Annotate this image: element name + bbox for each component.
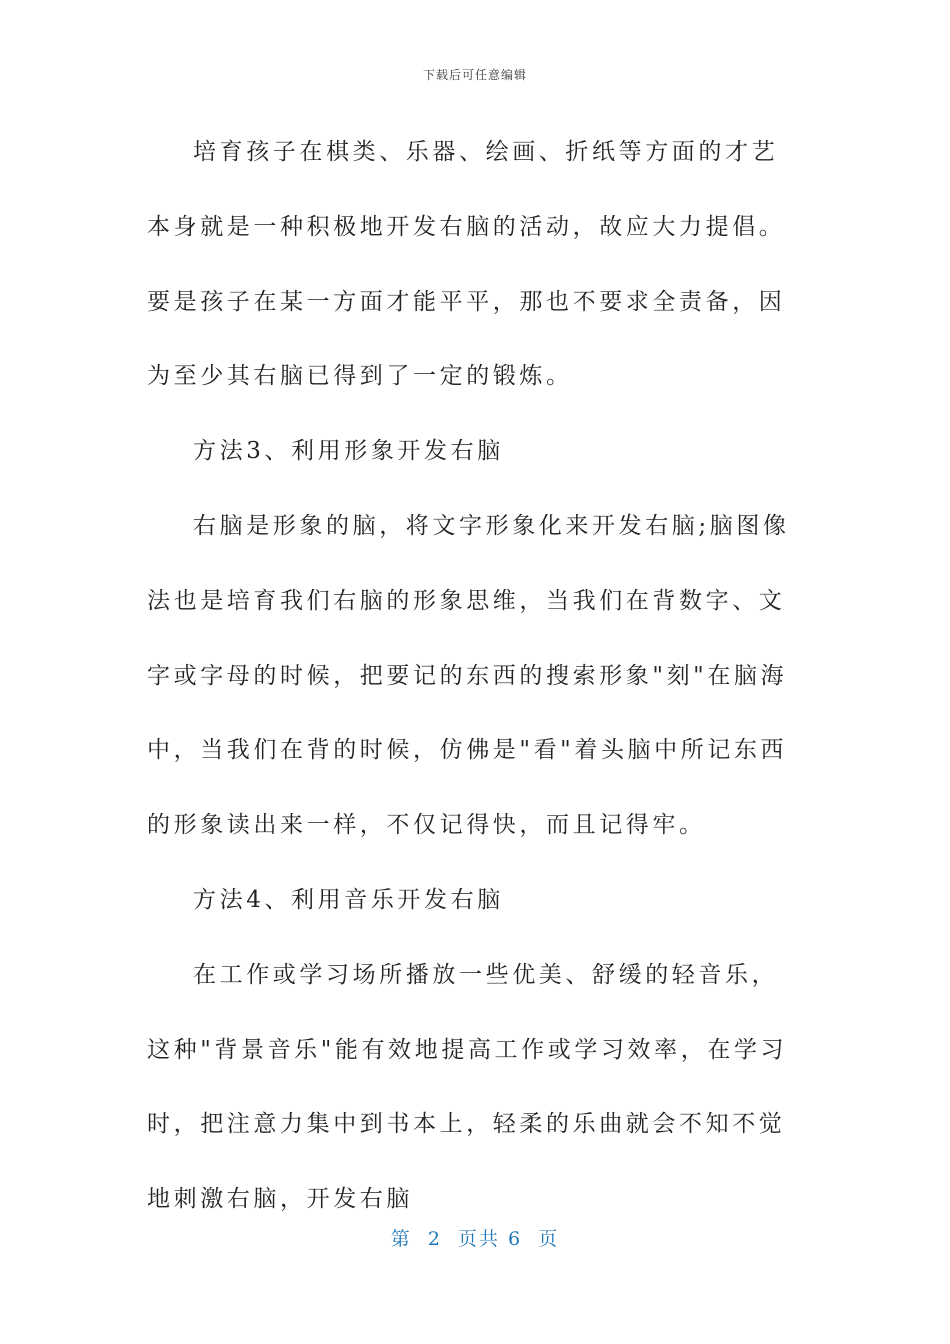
section-heading: 方法3、利用形象开发右脑	[193, 438, 504, 465]
paragraph: 培育孩子在棋类、乐器、绘画、折纸等方面的才艺本身就是一种积极地开发右脑的活动，故应大力提倡。要是孩子在某一方面才能平平，那也不要求全责备，因为至少其右脑已得到了一定的锻炼。	[147, 139, 786, 390]
paragraph: 右脑是形象的脑，将文字形象化来开发右脑;脑图像法也是培育我们右脑的形象思维，当我们在背数字、文字或字母的时候，把要记的东西的搜索形象"刻"在脑海中，当我们在背的时候，仿佛是"看"着头脑中所记东西的形象读出来一样，不仅记得快，而且记得牢。	[147, 512, 790, 839]
document-body	[147, 115, 803, 1237]
page-number-footer: 第 2 页共 6 页	[390, 1228, 560, 1250]
paragraph: 在工作或学习场所播放一些优美、舒缓的轻音乐，这种"背景音乐"能有效地提高工作或学习效率，在学习时，把注意力集中到书本上，轻柔的乐曲就会不知不觉地刺激右脑，开发右脑	[147, 961, 788, 1213]
page-header: 下载后可任意编辑	[422, 68, 527, 82]
section-heading: 方法4、利用音乐开发右脑	[193, 886, 504, 913]
